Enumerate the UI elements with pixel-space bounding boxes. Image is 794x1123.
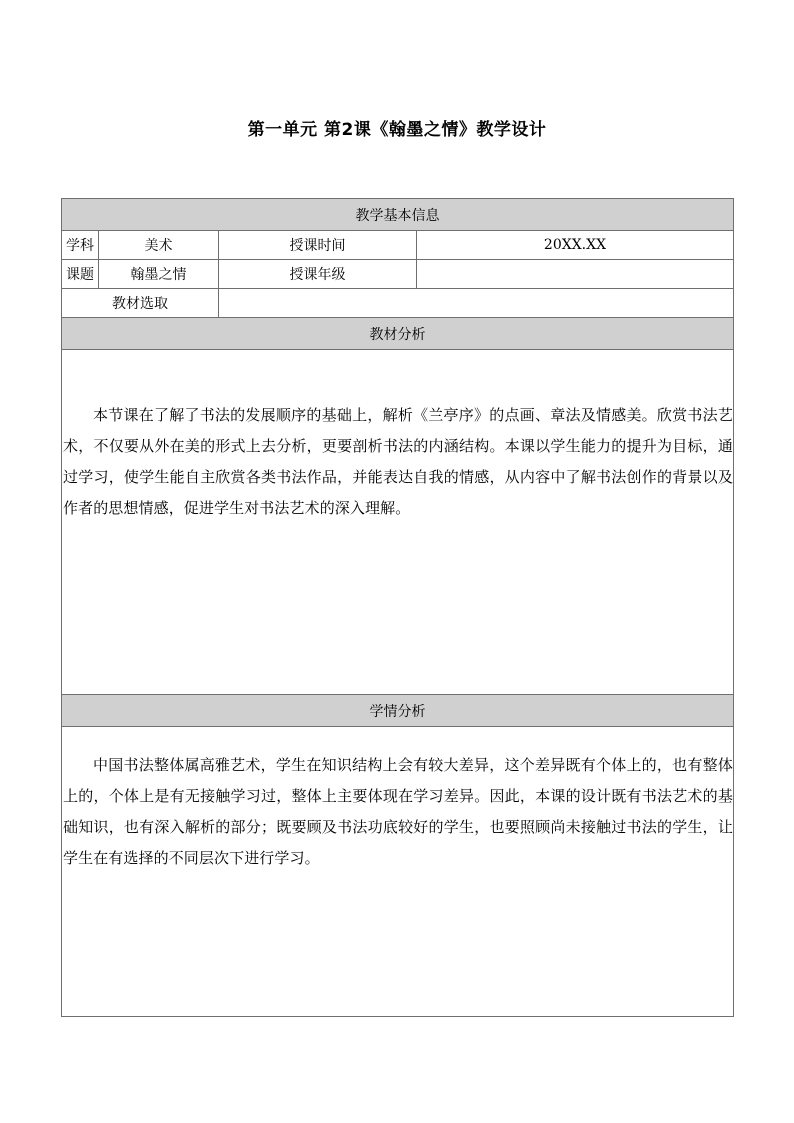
student-analysis-header-row xyxy=(62,695,734,727)
material-label: 教材选取 xyxy=(62,289,219,318)
material-row xyxy=(62,289,734,318)
material-value xyxy=(219,289,734,318)
lesson-design-table xyxy=(61,198,734,1017)
time-label: 授课时间 xyxy=(219,231,417,260)
material-analysis-cell xyxy=(62,350,734,695)
time-value: 20XX.XX xyxy=(417,231,734,260)
subject-row xyxy=(62,231,734,260)
topic-row xyxy=(62,260,734,289)
grade-value xyxy=(417,260,734,289)
material-analysis-body-row xyxy=(62,350,734,695)
student-analysis-text: 中国书法整体属高雅艺术，学生在知识结构上会有较大差异，这个差异既有个体上的，也有整体上的，个体上是有无接触学习过，整体上主要体现在学习差异。因此，本课的设计既有书法艺术的基础知识，也有深入解析的部分；既要顾及书法功底较好的学生，也要照顾尚未接触过书法的学生，让学生在有选择的不同层次下进行学习。 xyxy=(63,756,733,867)
subject-label: 学科 xyxy=(62,231,99,260)
subject-value: 美术 xyxy=(99,231,219,260)
student-analysis-cell xyxy=(62,727,734,1017)
material-analysis-header: 教材分析 xyxy=(62,318,734,350)
material-analysis-text: 本节课在了解了书法的发展顺序的基础上，解析《兰亭序》的点画、章法及情感美。欣赏书法艺术，不仅要从外在美的形式上去分析，更要剖析书法的内涵结构。本课以学生能力的提升为目标，通过学习，使学生能自主欣赏各类书法作品，并能表达自我的情感，从内容中了解书法创作的背景以及作者的思想情感，促进学生对书法艺术的深入理解。 xyxy=(63,406,733,517)
student-analysis-header: 学情分析 xyxy=(62,695,734,727)
grade-label: 授课年级 xyxy=(219,260,417,289)
student-analysis-body-row xyxy=(62,727,734,1017)
material-analysis-header-row xyxy=(62,318,734,350)
topic-label: 课题 xyxy=(62,260,99,289)
basic-info-header-row xyxy=(62,199,734,231)
basic-info-header: 教学基本信息 xyxy=(62,199,734,231)
document-title: 第一单元 第2课《翰墨之情》教学设计 xyxy=(247,120,547,140)
topic-value: 翰墨之情 xyxy=(99,260,219,289)
